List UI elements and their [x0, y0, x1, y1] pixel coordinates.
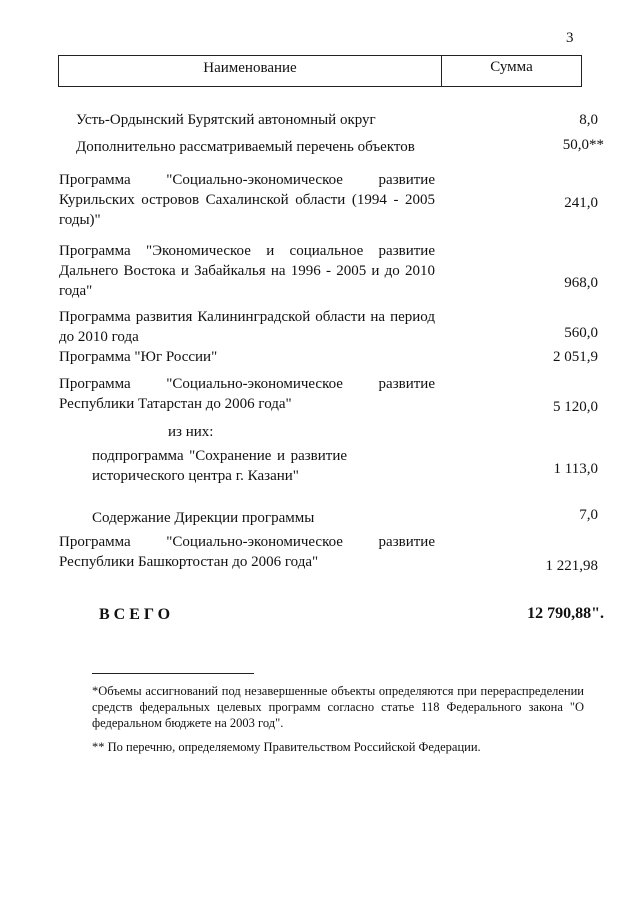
- row-value: 7,0: [579, 507, 598, 523]
- row-name: Содержание Дирекции программы: [92, 510, 315, 526]
- row-name: Программа "Социально-экономическое развитие Республики Татарстан до 2006 года": [59, 376, 435, 412]
- table-header: [58, 55, 582, 87]
- row-name: Программа развития Калининградской области на период до 2010 года: [59, 309, 435, 345]
- footnote-divider: [92, 673, 254, 674]
- row-value: 560,0: [564, 325, 598, 341]
- total-label: ВСЕГО: [99, 606, 175, 623]
- row-name: Программа "Социально-экономическое развитие Курильских островов Сахалинской области (1994 - 2005 годы)": [59, 172, 435, 228]
- row-subheading: из них:: [168, 424, 214, 440]
- footnote-2: ** По перечню, определяемому Правительством Российской Федерации.: [92, 740, 481, 754]
- row-value: 50,0**: [562, 137, 604, 153]
- row-value: 8,0: [579, 112, 598, 128]
- row-name: Усть-Ордынский Бурятский автономный округ: [76, 112, 376, 128]
- row-name: подпрограмма "Сохранение и развитие исторического центра г. Казани": [92, 448, 347, 484]
- total-value: 12 790,88".: [527, 605, 604, 622]
- row-name: Программа "Экономическое и социальное развитие Дальнего Востока и Забайкалья на 1996 - 2005 и до 2010 года": [59, 243, 435, 299]
- row-value: 1 221,98: [545, 558, 598, 574]
- page-number: 3: [566, 30, 574, 46]
- footnote-1: *Объемы ассигнований под незавершенные объекты определяются при перераспределении средств федеральных целевых программ согласно статье 118 Федерального закона "О федеральном бюджете на 2003 год".: [92, 684, 584, 730]
- row-value: 968,0: [564, 275, 598, 291]
- row-name: Программа "Юг России": [59, 349, 218, 365]
- header-name: Наименование: [59, 56, 442, 86]
- row-value: 1 113,0: [553, 461, 598, 477]
- row-value: 241,0: [564, 195, 598, 211]
- row-name: Программа "Социально-экономическое развитие Республики Башкортостан до 2006 года": [59, 534, 435, 570]
- row-name: Дополнительно рассматриваемый перечень объектов: [76, 139, 415, 155]
- row-value: 5 120,0: [553, 399, 598, 415]
- row-value: 2 051,9: [553, 349, 598, 365]
- header-sum: Сумма: [490, 59, 533, 75]
